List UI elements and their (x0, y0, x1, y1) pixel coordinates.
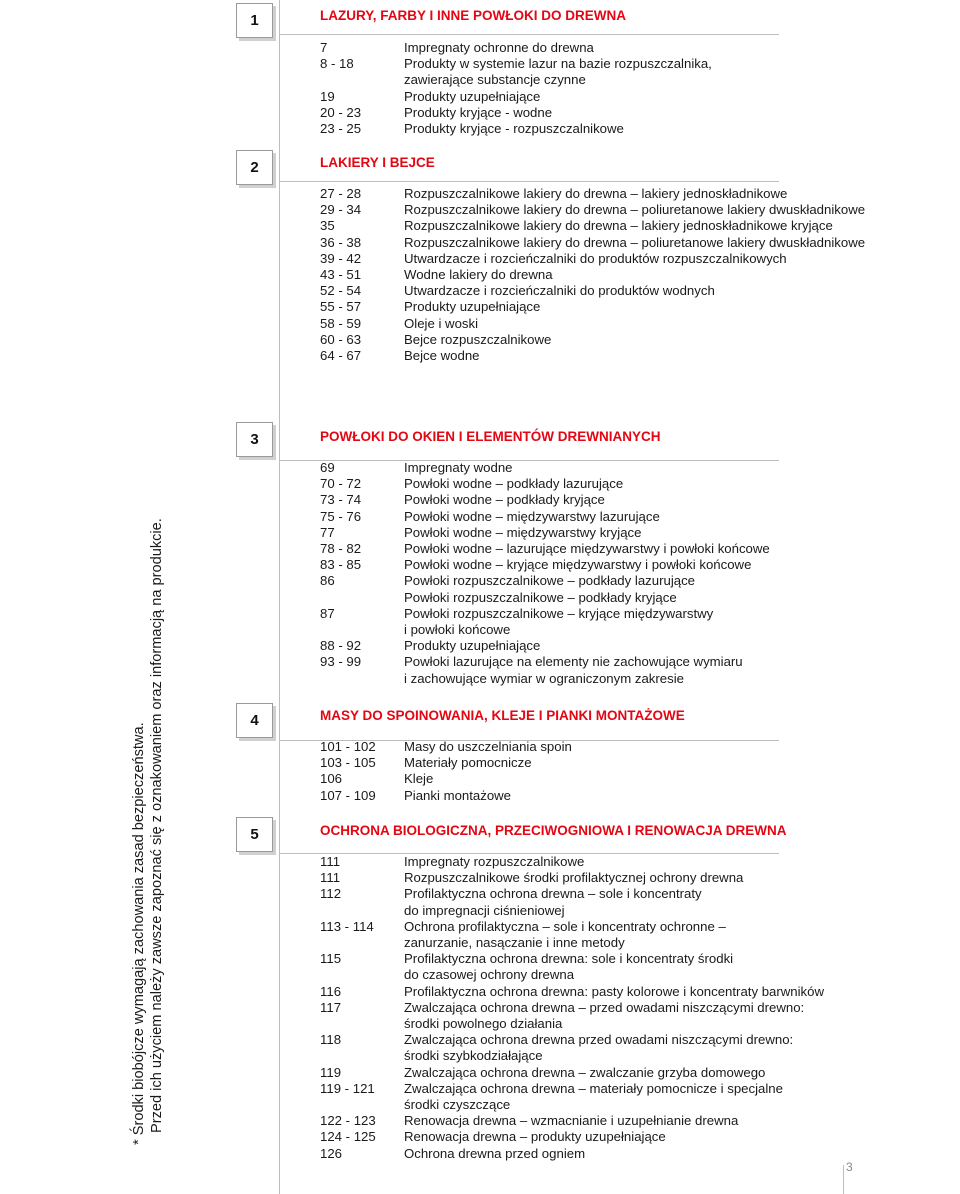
list-item (320, 967, 880, 983)
item-pages: 86 (320, 573, 335, 589)
item-pages: 58 - 59 (320, 315, 362, 331)
section-3-title: POWŁOKI DO OKIEN I ELEMENTÓW DREWNIANYCH (320, 429, 661, 444)
list-item (320, 460, 880, 476)
item-pages (320, 671, 404, 687)
list-item (320, 251, 880, 267)
item-text: Pianki montażowe (404, 787, 512, 803)
section-4-number: 4 (236, 703, 273, 738)
list-item (320, 1081, 880, 1097)
item-pages (320, 935, 404, 951)
item-text: Impregnaty wodne (404, 460, 513, 475)
item-text: Profilaktyczna ochrona drewna: pasty kolorowe i koncentraty barwników (404, 983, 825, 999)
item-pages: 70 - 72 (320, 476, 362, 492)
item-pages: 64 - 67 (320, 348, 362, 364)
item-pages: 35 (320, 218, 335, 234)
item-text: Powłoki rozpuszczalnikowe – kryjące międzywarstwy (404, 605, 714, 621)
item-text: Rozpuszczalnikowe lakiery do drewna – poliuretanowe lakiery dwuskładnikowe (404, 202, 866, 218)
item-pages (320, 622, 404, 638)
item-pages (320, 903, 404, 919)
item-pages: 122 - 123 (320, 1113, 376, 1129)
list-item (320, 573, 880, 589)
section-3-number: 3 (236, 422, 273, 457)
item-pages (320, 1097, 404, 1113)
section-2-title: LAKIERY I BEJCE (320, 155, 435, 170)
list-item (320, 1000, 880, 1016)
item-pages: 36 - 38 (320, 234, 362, 250)
list-item (320, 854, 880, 870)
section-3-list (320, 460, 880, 687)
list-item (320, 638, 880, 654)
item-text: zanurzanie, nasączanie i inne metody (404, 935, 625, 951)
item-text: Materiały pomocnicze (404, 755, 532, 771)
item-pages (320, 72, 404, 88)
item-pages: 83 - 85 (320, 557, 362, 573)
item-pages: 7 (320, 40, 328, 55)
vertical-rule (279, 0, 280, 1194)
item-text: i zachowujące wymiar w ograniczonym zakresie (404, 670, 684, 686)
list-item (320, 951, 880, 967)
item-text: Profilaktyczna ochrona drewna – sole i koncentraty (404, 886, 702, 902)
list-item (320, 1065, 880, 1081)
list-item (320, 316, 880, 332)
list-item (320, 671, 880, 687)
item-pages (320, 590, 404, 606)
list-item (320, 72, 880, 88)
list-item (320, 121, 880, 137)
item-pages: 55 - 57 (320, 299, 362, 315)
item-text: Produkty kryjące - wodne (404, 104, 553, 120)
item-text: Powłoki rozpuszczalnikowe – podkłady kryjące (404, 589, 677, 605)
item-text: Powłoki lazurujące na elementy nie zachowujące wymiaru (404, 654, 743, 670)
list-item (320, 590, 880, 606)
item-text: Zwalczająca ochrona drewna – zwalczanie grzyba domowego (404, 1064, 766, 1080)
item-text: Powłoki rozpuszczalnikowe – podkłady lazurujące (404, 573, 696, 589)
side-note-line-1: * Środki biobójcze wymagają zachowania zasad bezpieczeństwa. (131, 722, 147, 1145)
item-text: do impregnacji ciśnieniowej (404, 902, 565, 918)
item-pages: 106 (320, 771, 343, 787)
item-text: Kleje (404, 771, 434, 787)
list-item (320, 739, 880, 755)
section-5-title: OCHRONA BIOLOGICZNA, PRZECIWOGNIOWA I RENOWACJA DREWNA (320, 823, 787, 838)
item-text: Ochrona drewna przed ogniem (404, 1145, 586, 1161)
item-text: Produkty kryjące - rozpuszczalnikowe (404, 121, 624, 137)
footer-rule (843, 1165, 844, 1194)
item-pages: 93 - 99 (320, 654, 362, 670)
item-pages: 118 (320, 1032, 342, 1048)
item-text: Powłoki wodne – podkłady lazurujące (404, 476, 624, 492)
item-pages: 43 - 51 (320, 267, 362, 283)
item-pages: 77 (320, 524, 335, 540)
item-pages: 87 (320, 605, 335, 621)
item-pages: 39 - 42 (320, 250, 362, 266)
section-1-list (320, 40, 880, 137)
item-text: Utwardzacze i rozcieńczalniki do produktów wodnych (404, 283, 715, 299)
list-item (320, 919, 880, 935)
list-item (320, 1129, 880, 1145)
list-item (320, 56, 880, 72)
item-text: środki powolnego działania (404, 1016, 563, 1032)
list-item (320, 476, 880, 492)
list-item (320, 332, 880, 348)
item-text: środki szybkodziałające (404, 1048, 543, 1064)
list-item (320, 1016, 880, 1032)
list-item (320, 299, 880, 315)
item-text: do czasowej ochrony drewna (404, 967, 575, 983)
item-pages (320, 1048, 404, 1064)
section-2-list (320, 186, 880, 364)
item-text: Produkty w systemie lazur na bazie rozpuszczalnika, (404, 56, 712, 72)
item-pages: 27 - 28 (320, 186, 362, 201)
list-item (320, 509, 880, 525)
list-item (320, 788, 880, 804)
item-text: Renowacja drewna – produkty uzupełniające (404, 1129, 666, 1145)
section-2-rule (279, 181, 779, 182)
section-5-list (320, 854, 880, 1162)
item-pages: 113 - 114 (320, 918, 374, 934)
list-item (320, 235, 880, 251)
item-pages: 126 (320, 1145, 343, 1161)
item-pages: 23 - 25 (320, 121, 362, 137)
list-item (320, 1146, 880, 1162)
section-4-title: MASY DO SPOINOWANIA, KLEJE I PIANKI MONTAŻOWE (320, 708, 685, 723)
list-item (320, 525, 880, 541)
list-item (320, 186, 880, 202)
list-item (320, 1097, 880, 1113)
list-item (320, 557, 880, 573)
list-item (320, 606, 880, 622)
item-text: zawierające substancje czynne (404, 72, 586, 88)
item-text: Wodne lakiery do drewna (404, 267, 553, 283)
item-text: i powłoki końcowe (404, 622, 511, 638)
item-text: Powłoki wodne – międzywarstwy kryjące (404, 524, 642, 540)
list-item (320, 886, 880, 902)
item-text: Masy do uszczelniania spoin (404, 739, 572, 754)
item-text: Bejce wodne (404, 348, 480, 364)
section-1-number: 1 (236, 3, 273, 38)
list-item (320, 935, 880, 951)
item-text: Produkty uzupełniające (404, 638, 541, 654)
list-item (320, 984, 880, 1000)
item-text: Ochrona profilaktyczna – sole i koncentraty ochronne – (404, 918, 726, 934)
item-pages: 119 - 121 (320, 1080, 375, 1096)
item-pages: 115 (320, 951, 342, 967)
item-text: Bejce rozpuszczalnikowe (404, 331, 552, 347)
item-pages: 8 - 18 (320, 56, 354, 72)
list-item (320, 89, 880, 105)
list-item (320, 541, 880, 557)
section-5-number: 5 (236, 817, 273, 852)
item-text: środki czyszczące (404, 1097, 511, 1113)
item-pages: 52 - 54 (320, 283, 362, 299)
list-item (320, 202, 880, 218)
list-item (320, 218, 880, 234)
item-text: Impregnaty rozpuszczalnikowe (404, 854, 585, 869)
item-pages: 20 - 23 (320, 104, 362, 120)
item-pages: 111 (320, 870, 341, 886)
item-text: Rozpuszczalnikowe lakiery do drewna – lakiery jednoskładnikowe (404, 186, 788, 201)
list-item (320, 40, 880, 56)
item-text: Powłoki wodne – kryjące międzywarstwy i powłoki końcowe (404, 557, 752, 573)
list-item (320, 492, 880, 508)
list-item (320, 870, 880, 886)
item-text: Oleje i woski (404, 315, 479, 331)
list-item (320, 903, 880, 919)
list-item (320, 654, 880, 670)
list-item (320, 771, 880, 787)
item-pages: 75 - 76 (320, 508, 362, 524)
biocide-safety-note (130, 518, 166, 1145)
item-pages: 78 - 82 (320, 541, 362, 557)
item-text: Rozpuszczalnikowe środki profilaktycznej ochrony drewna (404, 870, 744, 886)
item-text: Produkty uzupełniające (404, 299, 541, 315)
item-pages: 60 - 63 (320, 331, 362, 347)
item-pages: 103 - 105 (320, 755, 376, 771)
list-item (320, 1032, 880, 1048)
item-pages: 124 - 125 (320, 1129, 376, 1145)
list-item (320, 1113, 880, 1129)
item-text: Impregnaty ochronne do drewna (404, 40, 594, 55)
item-text: Zwalczająca ochrona drewna – materiały pomocnicze i specjalne (404, 1080, 783, 1096)
section-2-number: 2 (236, 150, 273, 185)
item-text: Powłoki wodne – lazurujące międzywarstwy i powłoki końcowe (404, 541, 770, 557)
section-1-title: LAZURY, FARBY I INNE POWŁOKI DO DREWNA (320, 8, 627, 23)
section-1-rule (279, 34, 779, 35)
item-pages: 119 (320, 1064, 342, 1080)
list-item (320, 348, 880, 364)
item-text: Profilaktyczna ochrona drewna: sole i koncentraty środki (404, 951, 734, 967)
list-item (320, 622, 880, 638)
item-pages: 116 (320, 983, 342, 999)
item-pages (320, 1016, 404, 1032)
list-item (320, 755, 880, 771)
side-note-line-2: Przed ich użyciem należy zawsze zapoznać się z oznakowaniem oraz informacją na produkcie. (149, 518, 165, 1133)
item-text: Produkty uzupełniające (404, 88, 541, 104)
item-text: Powłoki wodne – podkłady kryjące (404, 492, 605, 508)
list-item (320, 267, 880, 283)
item-pages: 19 (320, 88, 335, 104)
item-pages: 73 - 74 (320, 492, 362, 508)
item-pages: 69 (320, 460, 335, 475)
item-pages: 112 (320, 886, 342, 902)
item-pages: 117 (320, 999, 342, 1015)
item-pages: 107 - 109 (320, 787, 376, 803)
item-pages: 101 - 102 (320, 739, 376, 754)
list-item (320, 105, 880, 121)
item-pages: 88 - 92 (320, 638, 362, 654)
section-4-list (320, 739, 880, 804)
item-text: Utwardzacze i rozcieńczalniki do produktów rozpuszczalnikowych (404, 250, 787, 266)
list-item (320, 283, 880, 299)
item-text: Renowacja drewna – wzmacnianie i uzupełnianie drewna (404, 1113, 739, 1129)
item-text: Zwalczająca ochrona drewna przed owadami niszczącymi drewno: (404, 1032, 794, 1048)
item-text: Rozpuszczalnikowe lakiery do drewna – lakiery jednoskładnikowe kryjące (404, 218, 833, 234)
item-pages (320, 967, 404, 983)
item-text: Zwalczająca ochrona drewna – przed owadami niszczącymi drewno: (404, 999, 805, 1015)
item-text: Rozpuszczalnikowe lakiery do drewna – poliuretanowe lakiery dwuskładnikowe (404, 234, 866, 250)
item-pages: 29 - 34 (320, 202, 362, 218)
page-number: 3 (846, 1160, 853, 1174)
item-pages: 111 (320, 854, 341, 869)
item-text: Powłoki wodne – międzywarstwy lazurujące (404, 508, 660, 524)
list-item (320, 1048, 880, 1064)
